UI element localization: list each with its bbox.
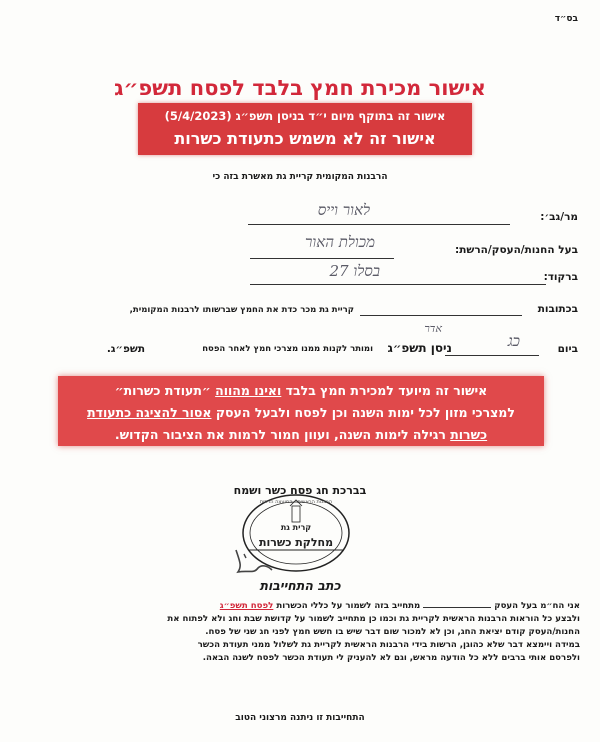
commitment-l1a: אני הח״מ בעל העסק xyxy=(494,601,580,611)
validity-box xyxy=(138,103,472,155)
barcode-handwritten: בסלו 27 xyxy=(329,262,380,280)
day-label: ביום xyxy=(557,343,578,355)
owner-handwritten: מכולת האור xyxy=(305,233,375,251)
warning-l2a: למצרכי מזון לכל ימות השנה וכן לפסח ולבעל העסק xyxy=(215,405,515,420)
warning-line-2 xyxy=(58,402,544,424)
name-underline xyxy=(248,224,510,225)
warning-l1a: אישור זה מיועד למכירת חמץ בלבד xyxy=(285,383,488,398)
year-text: תשפ״ג. xyxy=(106,343,145,355)
commitment-text xyxy=(14,600,580,665)
blessing: בברכת חג פסח כשר ושמח xyxy=(233,484,367,497)
name-handwritten: לאור וייס xyxy=(317,201,370,219)
commitment-l1b: מתחייב בזה לשמור על כללי הכשרות xyxy=(276,601,421,611)
stamp-dept: מחלקת כשרות xyxy=(258,536,334,549)
footer-statement: התחייבות זו ניתנה מרצוני הטוב xyxy=(235,713,365,723)
day-note-handwritten: אדר xyxy=(424,322,442,335)
commitment-title: כתב התחייבות xyxy=(259,578,341,593)
document-title: אישור מכירת חמץ בלבד לפסח תשפ״ג xyxy=(114,76,486,100)
not-certificate-line: אישור זה לא משמש כתעודת כשרות xyxy=(174,129,436,148)
warning-box xyxy=(58,376,544,446)
commitment-line-4: במידה ויימצא דבר שלא כהוגן, הרשות בידי הרבנות הראשית לקריית גת לשלול ממני תעודת הכשר xyxy=(197,640,580,650)
warning-l1c: ״תעודת כשרות״ xyxy=(114,383,211,398)
owner-blank xyxy=(423,607,491,608)
address-text: קריית גת מכר כדת את החמץ שברשותו לרבנות המקומית, xyxy=(129,305,354,315)
day-printed: ניסן תשפ״ג xyxy=(387,341,452,355)
address-label: בכתובות xyxy=(537,303,578,315)
signature xyxy=(228,544,278,578)
validity-line: אישור זה בתוקף מיום י״ד בניסן תשפ״ג (5/4/2023) xyxy=(164,109,446,123)
stamp-city: קרית גת xyxy=(280,523,312,532)
stamp-ring-text: הרבנות הראשית - המועצה הדתית xyxy=(259,499,333,505)
barcode-underline xyxy=(250,284,546,285)
warning-l1b: ואינו מהווה xyxy=(215,383,282,398)
day-handwritten: כג xyxy=(507,332,520,350)
warning-l2b: אסור להציגה כתעודת xyxy=(87,405,212,420)
bsd-header: בס״ד xyxy=(554,14,578,24)
commitment-line-3: החנות/העסק קודם יציאת החג, וכן לא למכור שום דבר שיש בו חשש חמץ לפני חג שני של פסח. xyxy=(205,627,580,637)
commitment-line-1 xyxy=(14,600,580,613)
commitment-l1c: לפסח תשפ״ג xyxy=(219,601,274,611)
address-underline xyxy=(360,315,522,316)
barcode-label: ברקוד: xyxy=(543,271,578,283)
warning-l3b: רגילה לימות השנה, ועוון חמור לרמות את הציבור הקדוש. xyxy=(114,427,446,442)
commitment-line-2: ולבצע כל הוראות הרבנות הראשית לקריית גת וכמו כן מתחייב לשמור על קדושת שבת וחג ולא לפתוח את xyxy=(167,614,580,624)
warning-line-3 xyxy=(58,424,544,446)
warning-line-1 xyxy=(58,380,544,402)
name-label: מר/גב׳: xyxy=(540,211,578,223)
commitment-line-5: ולפרסם אותי ברבים ללא כל הודעה מראש, וגם לא להעניק לי תעודת הכשר לפסח לשנה הבאה. xyxy=(202,653,580,663)
warning-l3a: כשרות xyxy=(450,427,488,442)
day-underline xyxy=(445,355,539,356)
owner-underline xyxy=(250,258,394,259)
owner-label: בעל החנות/העסק/הרשת: xyxy=(455,244,578,256)
rabbinate-statement: הרבנות המקומית קריית גת מאשרת בזה כי xyxy=(212,172,388,182)
allowed-text: ומותר לקנות ממנו מצרכי חמץ לאחר הפסח xyxy=(202,344,373,354)
